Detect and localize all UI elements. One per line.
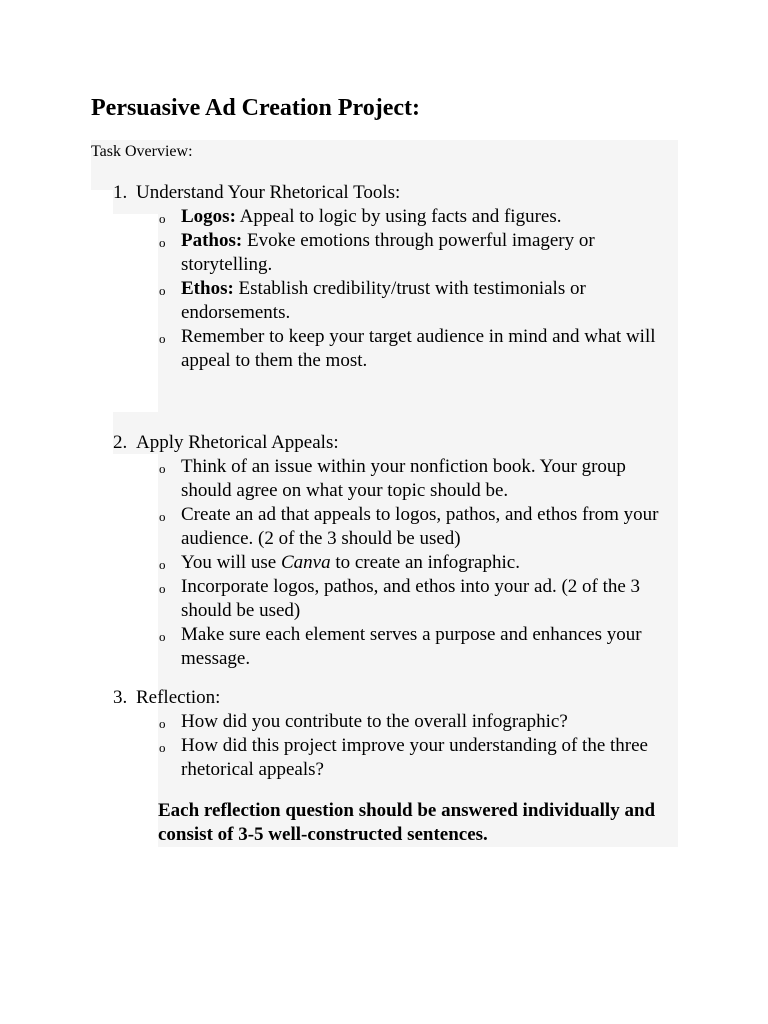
bullet-marker-icon: o xyxy=(159,581,166,596)
section-title: Reflection: xyxy=(136,687,221,708)
list-item: o How did you contribute to the overall infographic? xyxy=(0,710,676,734)
bullet-list xyxy=(0,455,768,671)
bullet-marker-icon: o xyxy=(159,235,166,250)
section-title: Understand Your Rhetorical Tools: xyxy=(136,182,401,203)
bullet-list xyxy=(0,710,768,782)
reflection-note: Each reflection question should be answered individually and consist of 3-5 well-constructed sentences. xyxy=(158,800,656,845)
list-item: o Logos: Appeal to logic by using facts and figures. xyxy=(0,205,676,229)
bullet-marker-icon: o xyxy=(159,629,166,644)
section-number: 2. xyxy=(113,432,128,453)
bullet-marker-icon: o xyxy=(159,509,166,524)
canva-name: Canva xyxy=(280,552,331,573)
bullet-marker-icon: o xyxy=(159,716,166,731)
list-item: o Remember to keep your target audience in mind and what will appeal to them the most. xyxy=(159,326,656,371)
section-title: Apply Rhetorical Appeals: xyxy=(136,432,339,453)
bullet-marker-icon: o xyxy=(159,461,166,476)
list-item: o Incorporate logos, pathos, and ethos into your ad. (2 of the 3 should be used) xyxy=(159,576,641,621)
list-item: o You will use Canva to create an infographic. xyxy=(0,551,676,575)
bullet-marker-icon: o xyxy=(159,211,166,226)
page-title: Persuasive Ad Creation Project: xyxy=(91,95,421,121)
section-number: 3. xyxy=(113,687,128,708)
term-pathos: Pathos: xyxy=(181,230,243,251)
bullet-marker-icon: o xyxy=(159,331,166,346)
list-item: o Make sure each element serves a purpose and enhances your message. xyxy=(159,624,642,669)
term-ethos: Ethos: xyxy=(181,278,234,299)
bullet-marker-icon: o xyxy=(159,557,166,572)
list-item: o Pathos: Evoke emotions through powerful imagery or storytelling. xyxy=(159,230,595,275)
list-item: o Think of an issue within your nonfiction book. Your group should agree on what your topic should be. xyxy=(159,456,626,501)
bullet-list xyxy=(0,205,768,373)
task-overview-label: Task Overview: xyxy=(91,143,193,160)
list-item: o Ethos: Establish credibility/trust with testimonials or endorsements. xyxy=(159,278,586,323)
list-item: o How did this project improve your understanding of the three rhetorical appeals? xyxy=(159,735,648,780)
section-number: 1. xyxy=(113,182,128,203)
bullet-marker-icon: o xyxy=(159,283,166,298)
list-item: o Create an ad that appeals to logos, pathos, and ethos from your audience. (2 of the 3 should be used) xyxy=(159,504,659,549)
bullet-marker-icon: o xyxy=(159,740,166,755)
term-logos: Logos: xyxy=(181,206,236,227)
